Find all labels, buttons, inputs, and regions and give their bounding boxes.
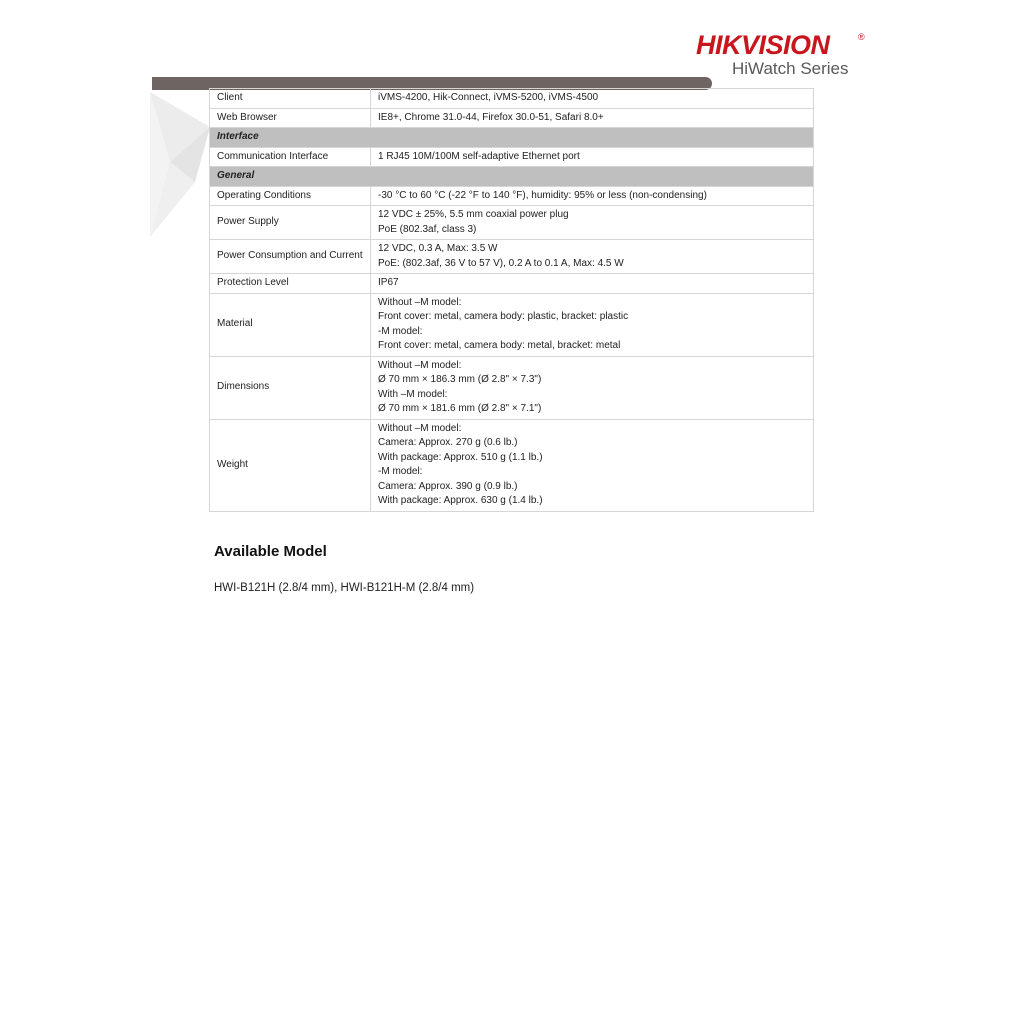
section-title: General xyxy=(210,167,814,187)
spec-value-line: Without –M model: xyxy=(378,422,462,434)
spec-label: Dimensions xyxy=(210,356,371,419)
spec-row xyxy=(210,293,814,356)
spec-value-line: PoE: (802.3af, 36 V to 57 V), 0.2 A to 0.1 A, Max: 4.5 W xyxy=(378,257,624,269)
spec-value-line: Front cover: metal, camera body: metal, bracket: metal xyxy=(378,340,621,351)
spec-value xyxy=(371,108,814,128)
spec-label: Client xyxy=(210,89,371,109)
spec-value-line: Camera: Approx. 270 g (0.6 lb.) xyxy=(378,437,518,448)
spec-value xyxy=(371,240,814,274)
spec-value xyxy=(371,89,814,109)
spec-value-line: Ø 70 mm × 186.3 mm (Ø 2.8" × 7.3") xyxy=(378,374,542,385)
spec-row xyxy=(210,206,814,240)
spec-value xyxy=(371,293,814,356)
spec-value-line: IE8+, Chrome 31.0-44, Firefox 30.0-51, Safari 8.0+ xyxy=(378,111,604,123)
spec-value xyxy=(371,206,814,240)
section-row xyxy=(210,167,814,187)
spec-value-line: 1 RJ45 10M/100M self-adaptive Ethernet port xyxy=(378,150,580,162)
spec-value-line: Without –M model: xyxy=(378,296,462,308)
available-model-list: HWI-B121H (2.8/4 mm), HWI-B121H-M (2.8/4 mm) xyxy=(214,582,475,594)
spec-row xyxy=(210,108,814,128)
spec-label: Operating Conditions xyxy=(210,186,371,206)
spec-value-line: -M model: xyxy=(378,325,423,337)
spec-value-line: Ø 70 mm × 181.6 mm (Ø 2.8" × 7.1") xyxy=(378,403,542,414)
spec-label: Protection Level xyxy=(210,274,371,294)
brand-name: HIKVISION xyxy=(696,30,830,60)
spec-label: Material xyxy=(210,293,371,356)
spec-value-line: With –M model: xyxy=(378,388,448,400)
spec-value-line: With package: Approx. 510 g (1.1 lb.) xyxy=(378,451,543,463)
spec-value xyxy=(371,356,814,419)
spec-value xyxy=(371,274,814,294)
registered-mark: ® xyxy=(858,32,865,42)
spec-value-line: 12 VDC, 0.3 A, Max: 3.5 W xyxy=(378,243,498,254)
series-name: HiWatch Series xyxy=(732,59,849,78)
spec-label: Web Browser xyxy=(210,108,371,128)
spec-row xyxy=(210,186,814,206)
section-row xyxy=(210,128,814,148)
spec-row xyxy=(210,89,814,109)
spec-value-line: With package: Approx. 630 g (1.4 lb.) xyxy=(378,495,543,506)
spec-value-line: Without –M model: xyxy=(378,359,462,371)
spec-value-line: Front cover: metal, camera body: plastic, bracket: plastic xyxy=(378,311,629,322)
spec-label: Communication Interface xyxy=(210,147,371,167)
spec-value-line: IP67 xyxy=(378,277,399,288)
spec-row xyxy=(210,147,814,167)
spec-label: Weight xyxy=(210,419,371,511)
spec-value-line: iVMS-4200, Hik-Connect, iVMS-5200, iVMS-4500 xyxy=(378,92,599,103)
spec-row xyxy=(210,356,814,419)
spec-row xyxy=(210,419,814,511)
decorative-facet-graphic xyxy=(150,92,210,237)
spec-label: Power Supply xyxy=(210,206,371,240)
section-title: Interface xyxy=(210,128,814,148)
spec-value-line: Camera: Approx. 390 g (0.9 lb.) xyxy=(378,480,518,492)
spec-row xyxy=(210,240,814,274)
spec-value-line: PoE (802.3af, class 3) xyxy=(378,223,477,235)
spec-row xyxy=(210,274,814,294)
spec-label: Power Consumption and Current xyxy=(210,240,371,274)
spec-value xyxy=(371,186,814,206)
hikvision-logo xyxy=(690,30,870,80)
spec-value-line: -30 °C to 60 °C (-22 °F to 140 °F), humidity: 95% or less (non-condensing) xyxy=(378,189,707,201)
available-model-heading: Available Model xyxy=(214,543,327,560)
spec-value-line: -M model: xyxy=(378,466,423,477)
specification-table xyxy=(209,88,814,512)
spec-value-line: 12 VDC ± 25%, 5.5 mm coaxial power plug xyxy=(378,209,569,220)
spec-value xyxy=(371,147,814,167)
spec-value xyxy=(371,419,814,511)
